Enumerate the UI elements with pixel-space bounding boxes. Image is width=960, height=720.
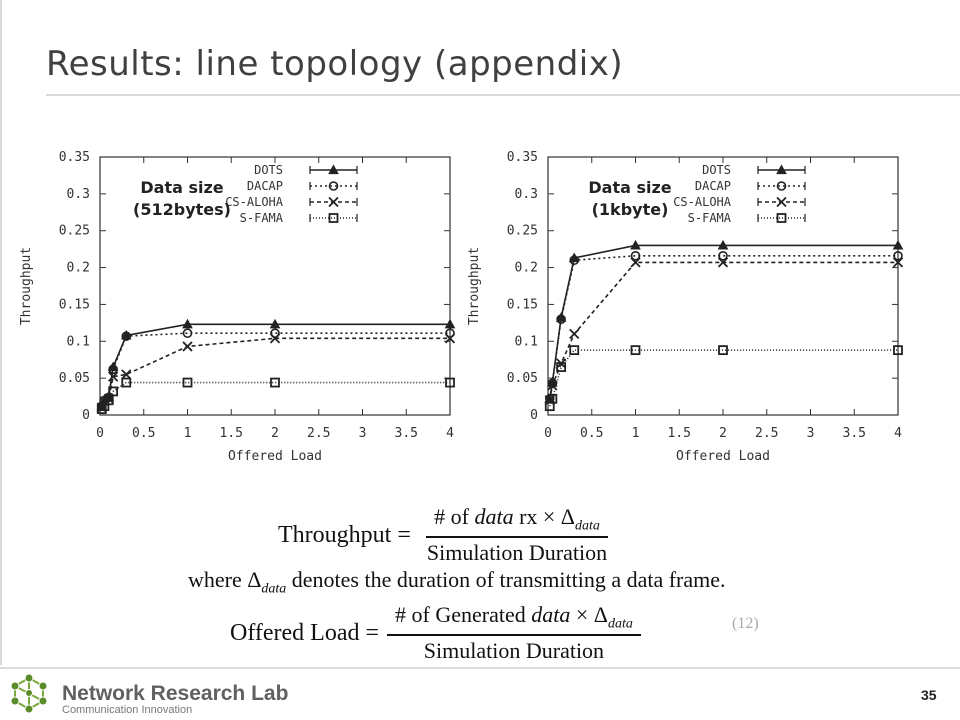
series-line-dacap — [550, 256, 898, 399]
throughput-num-data: data — [474, 504, 514, 529]
offered-numerator — [387, 602, 641, 636]
y-axis-label: Throughput — [19, 246, 34, 326]
offered-lhs: Offered Load = — [230, 619, 380, 646]
x-tick-label: 0.5 — [580, 426, 604, 441]
series-cs-aloha — [97, 334, 454, 412]
y-tick-label: 0.3 — [514, 186, 538, 202]
x-tick-label: 3 — [358, 426, 367, 441]
y-tick-label: 0.15 — [506, 297, 538, 313]
y-tick-label: 0 — [530, 408, 538, 423]
legend-marker — [329, 198, 338, 207]
where-text-b: denotes the duration of transmitting a data frame. — [286, 567, 726, 592]
plot-group — [467, 150, 903, 464]
throughput-num-text-b: rx × Δ — [513, 504, 575, 529]
legend-label: DOTS — [702, 163, 731, 177]
throughput-num-sub: data — [574, 518, 600, 534]
data-size-annotation: (512bytes) — [133, 200, 231, 219]
offered-load-formula — [230, 602, 641, 664]
y-tick-label: 0.1 — [66, 334, 90, 350]
throughput-numerator — [426, 504, 608, 538]
where-sub: data — [261, 581, 287, 597]
legend-label: S-FAMA — [239, 211, 283, 225]
chart-512bytes-svg — [0, 140, 480, 480]
data-point-dacap — [184, 329, 192, 337]
throughput-formula — [278, 504, 615, 566]
where-text-a: where Δ — [188, 567, 262, 592]
y-axis-label: Throughput — [467, 246, 482, 326]
legend-marker — [330, 214, 338, 222]
equation-number: (12) — [732, 615, 759, 632]
series-dots — [545, 241, 902, 402]
offered-num-text-a: # of Generated — [395, 602, 532, 627]
y-tick-label: 0.15 — [58, 297, 90, 313]
throughput-fraction — [419, 504, 615, 566]
legend-label: DACAP — [246, 179, 283, 193]
x-axis-label: Offered Load — [228, 449, 322, 464]
series-dacap — [98, 329, 454, 410]
offered-num-text-b: × Δ — [570, 602, 608, 627]
footer-divider — [0, 667, 960, 669]
x-tick-label: 1.5 — [219, 426, 243, 441]
x-tick-label: 3 — [806, 426, 815, 441]
series-s-fama — [98, 379, 454, 414]
series-cs-aloha — [545, 258, 902, 405]
legend-label: S-FAMA — [687, 211, 731, 225]
offered-num-sub: data — [607, 616, 633, 632]
x-tick-label: 3.5 — [842, 426, 866, 441]
x-tick-label: 1 — [631, 426, 640, 441]
x-tick-label: 2 — [719, 426, 727, 441]
x-tick-label: 4 — [446, 426, 454, 441]
legend-label: DACAP — [694, 179, 731, 193]
data-size-annotation: (1kbyte) — [591, 200, 669, 219]
slide-title: Results: line topology (appendix) — [46, 44, 624, 84]
x-tick-label: 0.5 — [132, 426, 156, 441]
x-tick-label: 2.5 — [755, 426, 779, 441]
legend — [225, 163, 357, 225]
y-tick-label: 0.3 — [66, 186, 90, 202]
series-s-fama — [546, 346, 902, 410]
data-size-annotation: Data size — [588, 178, 672, 197]
x-tick-label: 3.5 — [394, 426, 418, 441]
series-line-s-fama — [550, 350, 898, 406]
data-point-s-fama — [570, 346, 578, 354]
x-tick-label: 1 — [183, 426, 192, 441]
offered-denominator: Simulation Duration — [423, 638, 605, 664]
legend-marker — [777, 198, 786, 207]
y-tick-label: 0.35 — [58, 150, 90, 165]
data-point-s-fama — [184, 379, 192, 387]
title-divider — [46, 94, 960, 96]
network-lab-logo-icon — [8, 672, 50, 714]
offered-num-data: data — [531, 602, 571, 627]
offered-fraction — [387, 602, 641, 664]
chart-1kbyte — [467, 140, 960, 480]
series-line-dacap — [102, 333, 450, 406]
y-tick-label: 0.05 — [506, 371, 538, 387]
lab-name: Network Research Lab — [62, 682, 289, 705]
series-line-cs-aloha — [102, 338, 450, 407]
throughput-denominator: Simulation Duration — [426, 540, 608, 566]
formula-block — [180, 500, 800, 665]
y-tick-label: 0.25 — [58, 223, 90, 239]
lab-subtitle: Communication Innovation — [62, 704, 193, 716]
legend-marker — [778, 214, 786, 222]
x-tick-label: 4 — [894, 426, 902, 441]
x-tick-label: 0 — [96, 426, 104, 441]
legend-label: CS-ALOHA — [673, 195, 731, 209]
data-size-annotation: Data size — [140, 178, 224, 197]
page-number: 35 — [921, 687, 937, 703]
plot-group — [19, 150, 455, 464]
x-tick-label: 1.5 — [667, 426, 691, 441]
series-dacap — [546, 252, 902, 403]
x-tick-label: 0 — [544, 426, 552, 441]
y-tick-label: 0.2 — [514, 260, 538, 276]
chart-1kbyte-svg — [467, 140, 960, 480]
legend — [673, 163, 805, 225]
y-tick-label: 0.35 — [506, 150, 538, 165]
chart-512bytes — [0, 140, 480, 480]
data-point-s-fama — [271, 379, 279, 387]
x-tick-label: 2 — [271, 426, 279, 441]
y-tick-label: 0.05 — [58, 371, 90, 387]
where-line — [188, 567, 726, 597]
y-tick-label: 0.25 — [506, 223, 538, 239]
y-tick-label: 0.1 — [514, 334, 538, 350]
legend-label: CS-ALOHA — [225, 195, 283, 209]
series-line-dots — [550, 245, 898, 398]
throughput-lhs: Throughput = — [278, 521, 411, 548]
data-point-cs-aloha — [183, 342, 192, 351]
series-line-cs-aloha — [550, 262, 898, 400]
y-tick-label: 0 — [82, 408, 90, 423]
y-tick-label: 0.2 — [66, 260, 90, 276]
x-tick-label: 2.5 — [307, 426, 331, 441]
legend-label: DOTS — [254, 163, 283, 177]
x-axis-label: Offered Load — [676, 449, 770, 464]
throughput-num-text-a: # of — [434, 504, 475, 529]
data-point-cs-aloha — [570, 329, 579, 338]
